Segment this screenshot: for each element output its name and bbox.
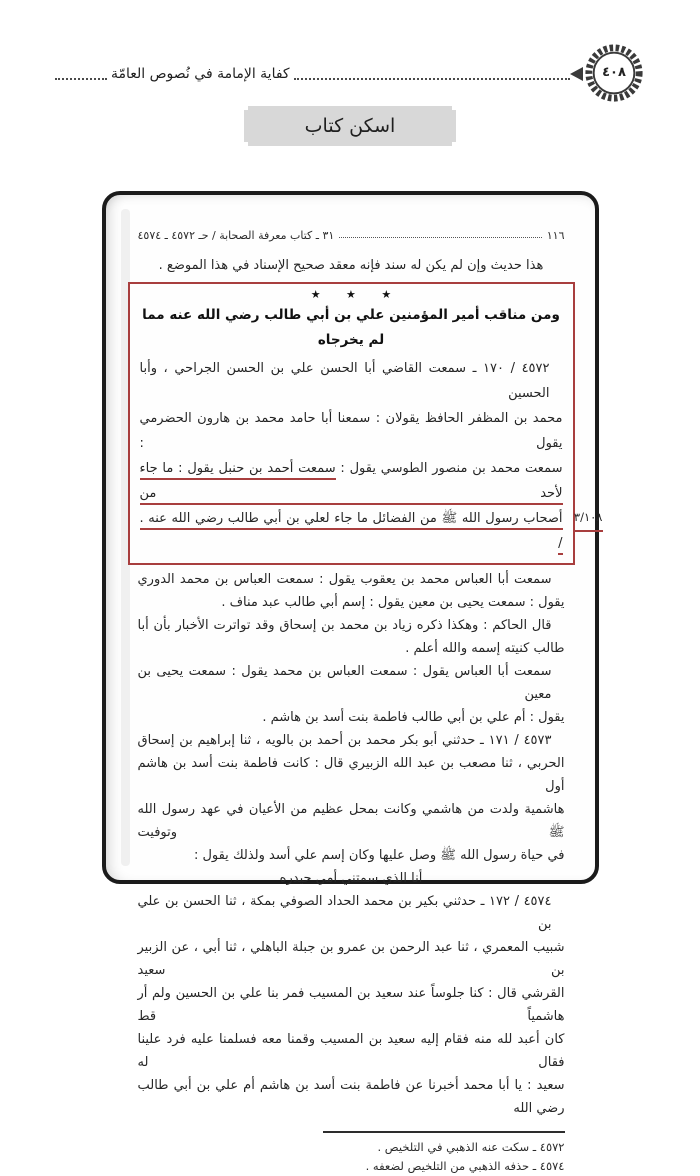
hadith-4574-line5: سعيد : يا أبا محمد أخبرنا عن فاطمة بنت أسد بن هاشم أم علي بن أبي طالب رضي الله xyxy=(137,1078,565,1116)
section-heading: ومن مناقب أمير المؤمنين علي بن أبي طالب رضي الله عنه مما لم يخرجاه xyxy=(142,307,560,348)
hadith-4574-line2: شبيب المعمري ، ثنا عبد الرحمن بن عمرو بن جبلة الباهلي ، ثنا أبي ، عن الزبير بن سعيد xyxy=(137,940,565,978)
hadith-4572-line2: محمد بن المظفر الحافظ يقولان : سمعنا أبا حامد محمد بن هارون الحضرمي يقول : xyxy=(139,411,563,451)
scan-page-number: ١١٦ xyxy=(546,229,565,242)
para-hakim-line1: قال الحاكم : وهكذا ذكره زياد بن محمد بن إسحاق وقد تواترت الأخبار بأن أبا xyxy=(137,618,552,633)
para-dawri-line1: سمعت أبا العباس محمد بن يعقوب يقول : سمعت العباس بن محمد الدوري xyxy=(137,572,552,587)
footnote-4572: ٤٥٧٢ ـ سكت عنه الذهبي في التلخيص . xyxy=(377,1140,565,1154)
isnad-text: سمعت محمد بن منصور الطوسي يقول : xyxy=(340,461,563,476)
page-header xyxy=(55,42,645,104)
hadith-4573-line2: الحربي ، ثنا مصعب بن عبد الله الزبيري قال : كانت فاطمة بنت أسد بن هاشم أول xyxy=(137,756,565,794)
hadith-4573-line4: في حياة رسول الله ﷺ وصل عليها وكان إسم علي أسد ولذلك يقول : xyxy=(193,848,565,863)
book-title: كفاية الإمامة في نُصوص العامّة xyxy=(111,66,290,82)
hadith-4573-line3: هاشمية ولدت من هاشمي وكانت بمحل عظيم من الأعيان في عهد رسول الله ﷺ وتوفيت xyxy=(137,802,565,840)
underlined-quote: أصحاب رسول الله ﷺ من الفضائل ما جاء لعلي بن أبي طالب رضي الله عنه . / xyxy=(140,511,563,555)
grading-line: هذا حديث وإن لم يكن له سند فإنه معقد صحيح الإسناد في هذا الموضع . xyxy=(158,258,544,273)
page-number: ٤٠٨ xyxy=(602,64,626,80)
chapter-title: ٣١ ـ كتاب معرفة الصحابة / حـ ٤٥٧٢ ـ ٤٥٧٤ xyxy=(137,229,335,242)
dotted-rule xyxy=(55,78,107,80)
para-abbas-line1: سمعت أبا العباس يقول : سمعت العباس بن محمد يقول : سمعت يحيى بن معين xyxy=(137,664,552,702)
page-background xyxy=(0,42,700,1173)
book-scan-card xyxy=(102,191,603,1173)
hadith-4573-line1: ٤٥٧٣ / ١٧١ ـ حدثني أبو بكر محمد بن أحمد بن بالويه ، ثنا إبراهيم بن إسحاق xyxy=(137,733,552,748)
corner-notch xyxy=(242,104,248,110)
hadith-4574-line3: القرشي قال : كنا جلوساً عند سعيد بن المسيب فمر بنا علي بن الحسين ولم أر هاشمياً قط xyxy=(137,986,565,1024)
underlined-quote: سمعت أحمد بن حنبل يقول : ما جاء لأحد من xyxy=(140,461,563,505)
hadith-4572-line3 xyxy=(140,456,563,506)
dotted-rule xyxy=(294,78,570,80)
para-dawri-line2: يقول : سمعت يحيى بن معين يقول : إسم أبي طالب عبد مناف . xyxy=(221,595,565,610)
hadith-4574-line4: كان أعبد لله منه فقام إليه سعيد بن المسيب وقمنا معه فسلمنا عليه فرد علينا فقال له xyxy=(137,1032,565,1070)
dotted-leader xyxy=(339,237,541,238)
running-head xyxy=(138,229,565,242)
footnote-separator xyxy=(323,1131,565,1133)
askan-kitab-button[interactable] xyxy=(244,106,456,146)
hadith-4572-line1: ٤٥٧٢ / ١٧٠ ـ سمعت القاضي أبا الحسن علي بن الحسن الجراحي ، وأبا الحسين xyxy=(139,361,550,401)
stars-separator: ★ ★ ★ xyxy=(310,288,392,301)
margin-page-ref: ٣/١٠٨ xyxy=(574,507,603,532)
para-hakim-line2: طالب كنيته إسمه والله أعلم . xyxy=(405,641,565,656)
footnote-4574: ٤٥٧٤ ـ حذفه الذهبي من التلخيص لضعفه . xyxy=(365,1159,565,1173)
para-abbas-line2: يقول : أم علي بن أبي طالب فاطمة بنت أسد بن هاشم . xyxy=(262,710,565,725)
arrow-ornament-icon xyxy=(570,67,583,81)
page-number-medallion xyxy=(583,42,645,104)
button-label: اسكن كتاب xyxy=(304,115,396,137)
highlight-box xyxy=(128,282,603,565)
hadith-4574-line1: ٤٥٧٤ / ١٧٢ ـ حدثني بكير بن محمد الحداد الصوفي بمكة ، ثنا الحسن بن علي بن xyxy=(137,894,552,932)
hadith-4572-line4 xyxy=(139,506,603,556)
poetry-verse: أنا الذي سمتني أمي حيدره xyxy=(279,871,423,886)
